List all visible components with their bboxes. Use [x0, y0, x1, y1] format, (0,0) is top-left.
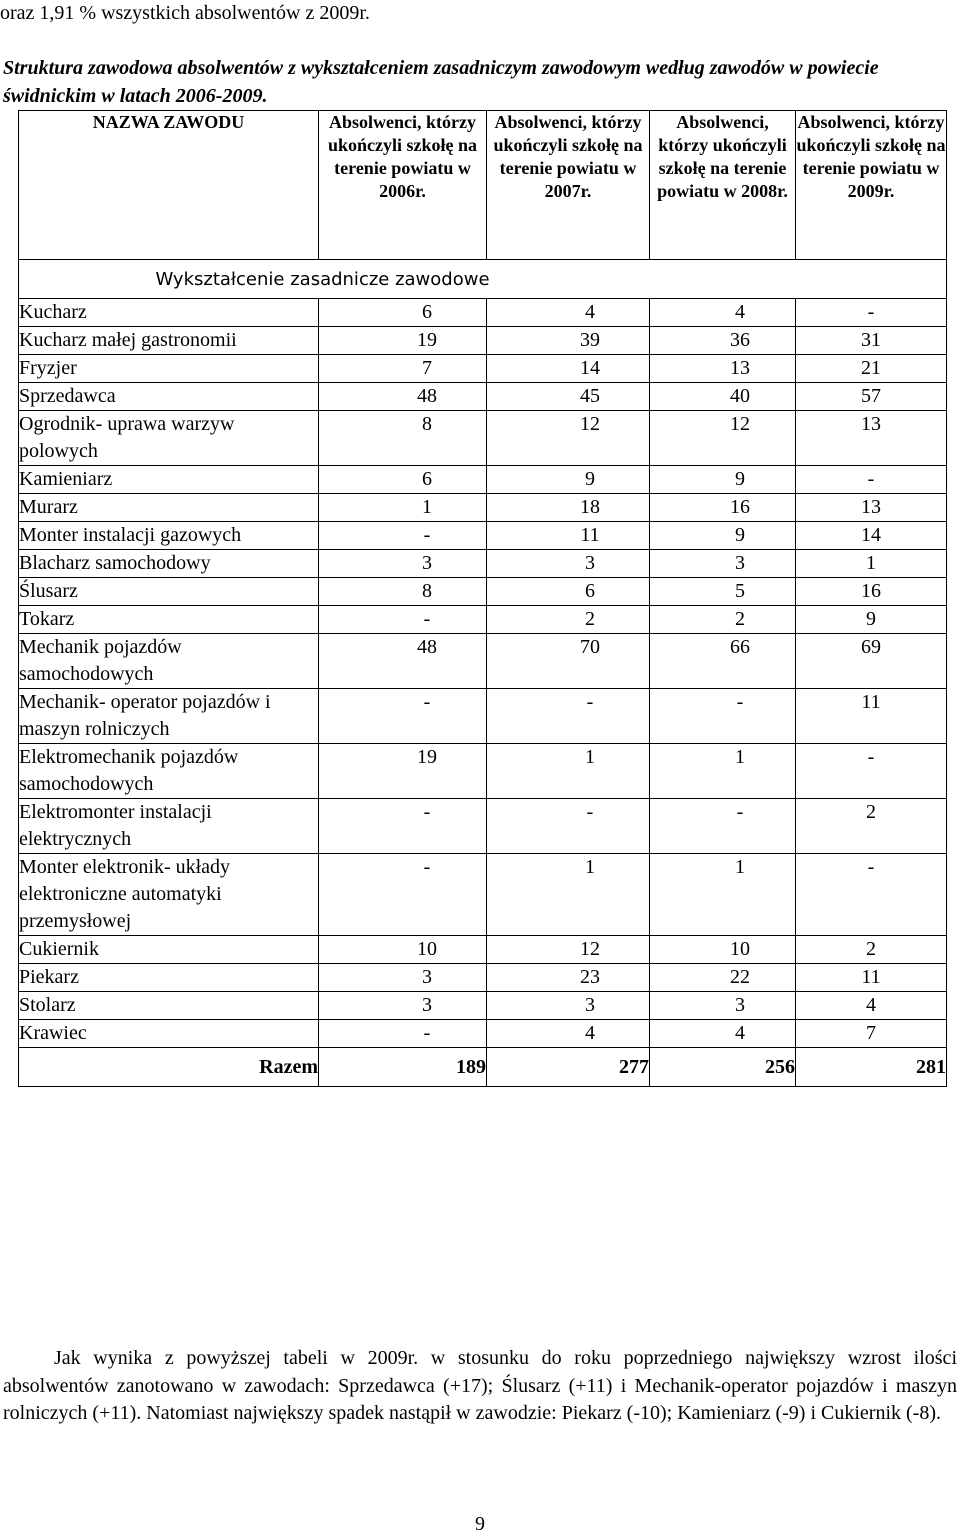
value-text: - — [586, 801, 594, 823]
value-text: 3 — [422, 966, 432, 988]
table-row — [19, 634, 947, 689]
total-2007: 277 — [487, 1048, 650, 1087]
value-2009 — [796, 383, 947, 411]
table-row — [19, 799, 947, 854]
occupation-name-text: Mechanik- operator pojazdów i maszyn rolniczych — [19, 691, 271, 740]
value-text: 2 — [866, 938, 876, 960]
value-2007 — [487, 383, 650, 411]
value-text: 11 — [861, 966, 881, 988]
value-text: - — [736, 801, 744, 823]
value-text: 10 — [730, 938, 750, 960]
value-2008 — [650, 689, 796, 744]
occupation-name — [19, 854, 319, 936]
value-2009 — [796, 606, 947, 634]
value-2008 — [650, 799, 796, 854]
value-text: - — [423, 691, 431, 713]
value-2007 — [487, 799, 650, 854]
value-2006 — [319, 689, 487, 744]
occupation-name — [19, 299, 319, 327]
value-text: 13 — [730, 357, 750, 379]
value-text: - — [867, 468, 875, 490]
table-row — [19, 689, 947, 744]
section-label: Wykształcenie zasadnicze zawodowe — [19, 260, 947, 299]
value-2006 — [319, 1020, 487, 1048]
value-text: 3 — [735, 552, 745, 574]
value-2008 — [650, 550, 796, 578]
table-row — [19, 494, 947, 522]
value-text: - — [423, 608, 431, 630]
occupation-name — [19, 992, 319, 1020]
total-2006: 189 — [319, 1048, 487, 1087]
value-2007 — [487, 744, 650, 799]
value-text: 9 — [585, 468, 595, 490]
value-text: 2 — [585, 608, 595, 630]
value-text: - — [423, 524, 431, 546]
value-text: 2 — [866, 801, 876, 823]
value-2008 — [650, 355, 796, 383]
value-text: 3 — [585, 552, 595, 574]
value-2008 — [650, 1020, 796, 1048]
value-2006 — [319, 634, 487, 689]
value-text: 4 — [735, 301, 745, 323]
occupation-name — [19, 550, 319, 578]
value-2006 — [319, 522, 487, 550]
value-text: 4 — [585, 1022, 595, 1044]
section-row — [19, 260, 947, 299]
value-text: - — [423, 801, 431, 823]
table-row — [19, 466, 947, 494]
occupation-name-text: Elektromechanik pojazdów samochodowych — [19, 746, 239, 795]
value-text: 11 — [861, 691, 881, 713]
occupation-name-text: Piekarz — [19, 966, 79, 988]
value-2006 — [319, 799, 487, 854]
occupation-name-text: Fryzjer — [19, 357, 77, 379]
value-2008 — [650, 466, 796, 494]
value-2008 — [650, 578, 796, 606]
value-2006 — [319, 383, 487, 411]
value-text: 10 — [417, 938, 437, 960]
value-text: - — [867, 746, 875, 768]
occupation-name-text: Cukiernik — [19, 938, 99, 960]
value-2009 — [796, 936, 947, 964]
value-2006 — [319, 411, 487, 466]
value-2007 — [487, 299, 650, 327]
value-text: 3 — [735, 994, 745, 1016]
occupation-name-text: Ogrodnik- uprawa warzyw polowych — [19, 413, 235, 462]
occupation-name — [19, 466, 319, 494]
total-2009: 281 — [796, 1048, 947, 1087]
value-text: 4 — [866, 994, 876, 1016]
occupation-name — [19, 578, 319, 606]
header-row — [19, 111, 947, 260]
occupation-name — [19, 494, 319, 522]
table-row — [19, 578, 947, 606]
value-2008 — [650, 606, 796, 634]
value-2007 — [487, 606, 650, 634]
value-text: 22 — [730, 966, 750, 988]
value-2006 — [319, 854, 487, 936]
occupation-name — [19, 799, 319, 854]
value-2007 — [487, 992, 650, 1020]
header-2006: Absolwenci, którzy ukończyli szkołę na terenie powiatu w 2006r. — [319, 111, 487, 260]
value-text: 1 — [585, 856, 595, 878]
value-2009 — [796, 634, 947, 689]
value-text: - — [867, 856, 875, 878]
occupation-table — [18, 110, 947, 1087]
occupation-name — [19, 1020, 319, 1048]
occupation-name — [19, 936, 319, 964]
occupation-name — [19, 411, 319, 466]
value-2006 — [319, 578, 487, 606]
value-2006 — [319, 550, 487, 578]
value-text: 36 — [730, 329, 750, 351]
value-2008 — [650, 964, 796, 992]
occupation-name-text: Blacharz samochodowy — [19, 552, 211, 574]
value-text: 45 — [580, 385, 600, 407]
table-row — [19, 992, 947, 1020]
value-2007 — [487, 466, 650, 494]
value-2009 — [796, 799, 947, 854]
value-2006 — [319, 964, 487, 992]
value-2007 — [487, 1020, 650, 1048]
occupation-name — [19, 634, 319, 689]
value-2009 — [796, 466, 947, 494]
value-2008 — [650, 411, 796, 466]
value-text: 2 — [735, 608, 745, 630]
value-2007 — [487, 634, 650, 689]
value-text: 13 — [861, 496, 881, 518]
occupation-name-text: Kucharz małej gastronomii — [19, 329, 237, 351]
value-2007 — [487, 550, 650, 578]
value-2009 — [796, 327, 947, 355]
value-text: 40 — [730, 385, 750, 407]
value-text: 57 — [861, 385, 881, 407]
value-text: 12 — [580, 413, 600, 435]
value-2009 — [796, 744, 947, 799]
value-text: - — [423, 856, 431, 878]
value-text: 39 — [580, 329, 600, 351]
value-text: 1 — [735, 746, 745, 768]
table-row — [19, 744, 947, 799]
value-text: 3 — [422, 552, 432, 574]
value-text: 11 — [580, 524, 600, 546]
header-2008: Absolwenci, którzy ukończyli szkołę na terenie powiatu w 2008r. — [650, 111, 796, 260]
value-2007 — [487, 494, 650, 522]
table-row — [19, 411, 947, 466]
value-2008 — [650, 744, 796, 799]
occupation-name-text: Monter elektronik- układy elektroniczne automatyki przemysłowej — [19, 856, 231, 932]
value-text: - — [867, 301, 875, 323]
value-2008 — [650, 522, 796, 550]
value-text: 7 — [422, 357, 432, 379]
value-2009 — [796, 578, 947, 606]
value-text: 48 — [417, 636, 437, 658]
value-2009 — [796, 411, 947, 466]
value-text: 3 — [585, 994, 595, 1016]
header-2009: Absolwenci, którzy ukończyli szkołę na terenie powiatu w 2009r. — [796, 111, 947, 260]
value-2006 — [319, 992, 487, 1020]
value-text: 4 — [735, 1022, 745, 1044]
value-2008 — [650, 494, 796, 522]
value-2009 — [796, 550, 947, 578]
value-text: 23 — [580, 966, 600, 988]
table-row — [19, 522, 947, 550]
page-number: 9 — [475, 1513, 485, 1535]
occupation-name-text: Kamieniarz — [19, 468, 113, 490]
occupation-name — [19, 355, 319, 383]
value-text: 14 — [861, 524, 881, 546]
table-row — [19, 936, 947, 964]
value-2009 — [796, 299, 947, 327]
value-2009 — [796, 355, 947, 383]
value-text: 12 — [580, 938, 600, 960]
value-2007 — [487, 411, 650, 466]
value-text: 16 — [861, 580, 881, 602]
occupation-name — [19, 383, 319, 411]
value-text: 9 — [735, 468, 745, 490]
value-text: 12 — [730, 413, 750, 435]
value-2009 — [796, 494, 947, 522]
value-2007 — [487, 355, 650, 383]
value-text: 1 — [735, 856, 745, 878]
value-text: 4 — [585, 301, 595, 323]
value-2007 — [487, 854, 650, 936]
value-text: 9 — [866, 608, 876, 630]
value-2008 — [650, 327, 796, 355]
value-2009 — [796, 964, 947, 992]
value-text: 14 — [580, 357, 600, 379]
value-2008 — [650, 383, 796, 411]
table-row — [19, 854, 947, 936]
occupation-name-text: Monter instalacji gazowych — [19, 524, 242, 546]
header-occupation: NAZWA ZAWODU — [19, 111, 319, 260]
occupation-name-text: Kucharz — [19, 301, 87, 323]
occupation-name-text: Elektromonter instalacji elektrycznych — [19, 801, 212, 850]
value-text: 7 — [866, 1022, 876, 1044]
value-text: 70 — [580, 636, 600, 658]
value-2008 — [650, 634, 796, 689]
value-text: 1 — [422, 496, 432, 518]
value-text: 18 — [580, 496, 600, 518]
occupation-name-text: Ślusarz — [19, 580, 78, 602]
total-label: Razem — [19, 1048, 319, 1087]
table-row — [19, 383, 947, 411]
intro-line: oraz 1,91 % wszystkich absolwentów z 2009r. — [0, 2, 370, 24]
value-text: 66 — [730, 636, 750, 658]
value-text: 69 — [861, 636, 881, 658]
header-2007: Absolwenci, którzy ukończyli szkołę na terenie powiatu w 2007r. — [487, 111, 650, 260]
value-2009 — [796, 689, 947, 744]
value-text: 1 — [866, 552, 876, 574]
occupation-name — [19, 744, 319, 799]
occupation-name-text: Krawiec — [19, 1022, 87, 1044]
value-2009 — [796, 854, 947, 936]
summary-paragraph: Jak wynika z powyższej tabeli w 2009r. w stosunku do roku poprzedniego największy wzrost ilości absolwentów zanotowano w zawodach: Sprzedawca (+17); Ślusarz (+11) i Mechanik-operator pojazdów i maszyn rolniczych (+11). Natomiast największy spadek nastąpił w zawodzie: Piekarz (-10); Kamieniarz (-9) i Cukiernik (-8). — [3, 1347, 957, 1424]
value-2006 — [319, 606, 487, 634]
occupation-name-text: Mechanik pojazdów samochodowych — [19, 636, 182, 685]
value-text: 19 — [417, 746, 437, 768]
value-text: 1 — [585, 746, 595, 768]
value-text: 5 — [735, 580, 745, 602]
value-2009 — [796, 1020, 947, 1048]
value-text: 6 — [422, 468, 432, 490]
table-row — [19, 299, 947, 327]
value-text: - — [586, 691, 594, 713]
value-2007 — [487, 964, 650, 992]
value-text: 9 — [735, 524, 745, 546]
total-2008: 256 — [650, 1048, 796, 1087]
occupation-name-text: Murarz — [19, 496, 78, 518]
occupation-name — [19, 964, 319, 992]
value-2006 — [319, 355, 487, 383]
table-row — [19, 606, 947, 634]
occupation-name — [19, 522, 319, 550]
value-text: 6 — [422, 301, 432, 323]
value-text: 31 — [861, 329, 881, 351]
value-2007 — [487, 327, 650, 355]
occupation-name-text: Tokarz — [19, 608, 75, 630]
table-row — [19, 964, 947, 992]
value-2007 — [487, 578, 650, 606]
occupation-name — [19, 327, 319, 355]
table-row — [19, 355, 947, 383]
occupation-name-text: Sprzedawca — [19, 385, 116, 407]
value-text: 13 — [861, 413, 881, 435]
value-2006 — [319, 466, 487, 494]
value-2006 — [319, 327, 487, 355]
value-text: 16 — [730, 496, 750, 518]
table-title: Struktura zawodowa absolwentów z wykształceniem zasadniczym zawodowym według zawodów w powiecie świdnickim w latach 2006-2009. — [3, 57, 879, 107]
value-2009 — [796, 992, 947, 1020]
value-text: 21 — [861, 357, 881, 379]
table-row — [19, 550, 947, 578]
table-row — [19, 327, 947, 355]
value-2007 — [487, 689, 650, 744]
occupation-name-text: Stolarz — [19, 994, 76, 1016]
value-2006 — [319, 299, 487, 327]
value-2008 — [650, 936, 796, 964]
value-text: 3 — [422, 994, 432, 1016]
value-2008 — [650, 854, 796, 936]
occupation-name — [19, 606, 319, 634]
value-text: - — [736, 691, 744, 713]
value-2006 — [319, 936, 487, 964]
table-row — [19, 1020, 947, 1048]
occupation-name — [19, 689, 319, 744]
value-2008 — [650, 299, 796, 327]
value-2007 — [487, 522, 650, 550]
value-2009 — [796, 522, 947, 550]
value-text: 19 — [417, 329, 437, 351]
value-2006 — [319, 494, 487, 522]
value-2007 — [487, 936, 650, 964]
value-2006 — [319, 744, 487, 799]
value-2008 — [650, 992, 796, 1020]
value-text: 8 — [422, 413, 432, 435]
total-row — [19, 1048, 947, 1087]
value-text: 8 — [422, 580, 432, 602]
value-text: - — [423, 1022, 431, 1044]
value-text: 6 — [585, 580, 595, 602]
value-text: 48 — [417, 385, 437, 407]
